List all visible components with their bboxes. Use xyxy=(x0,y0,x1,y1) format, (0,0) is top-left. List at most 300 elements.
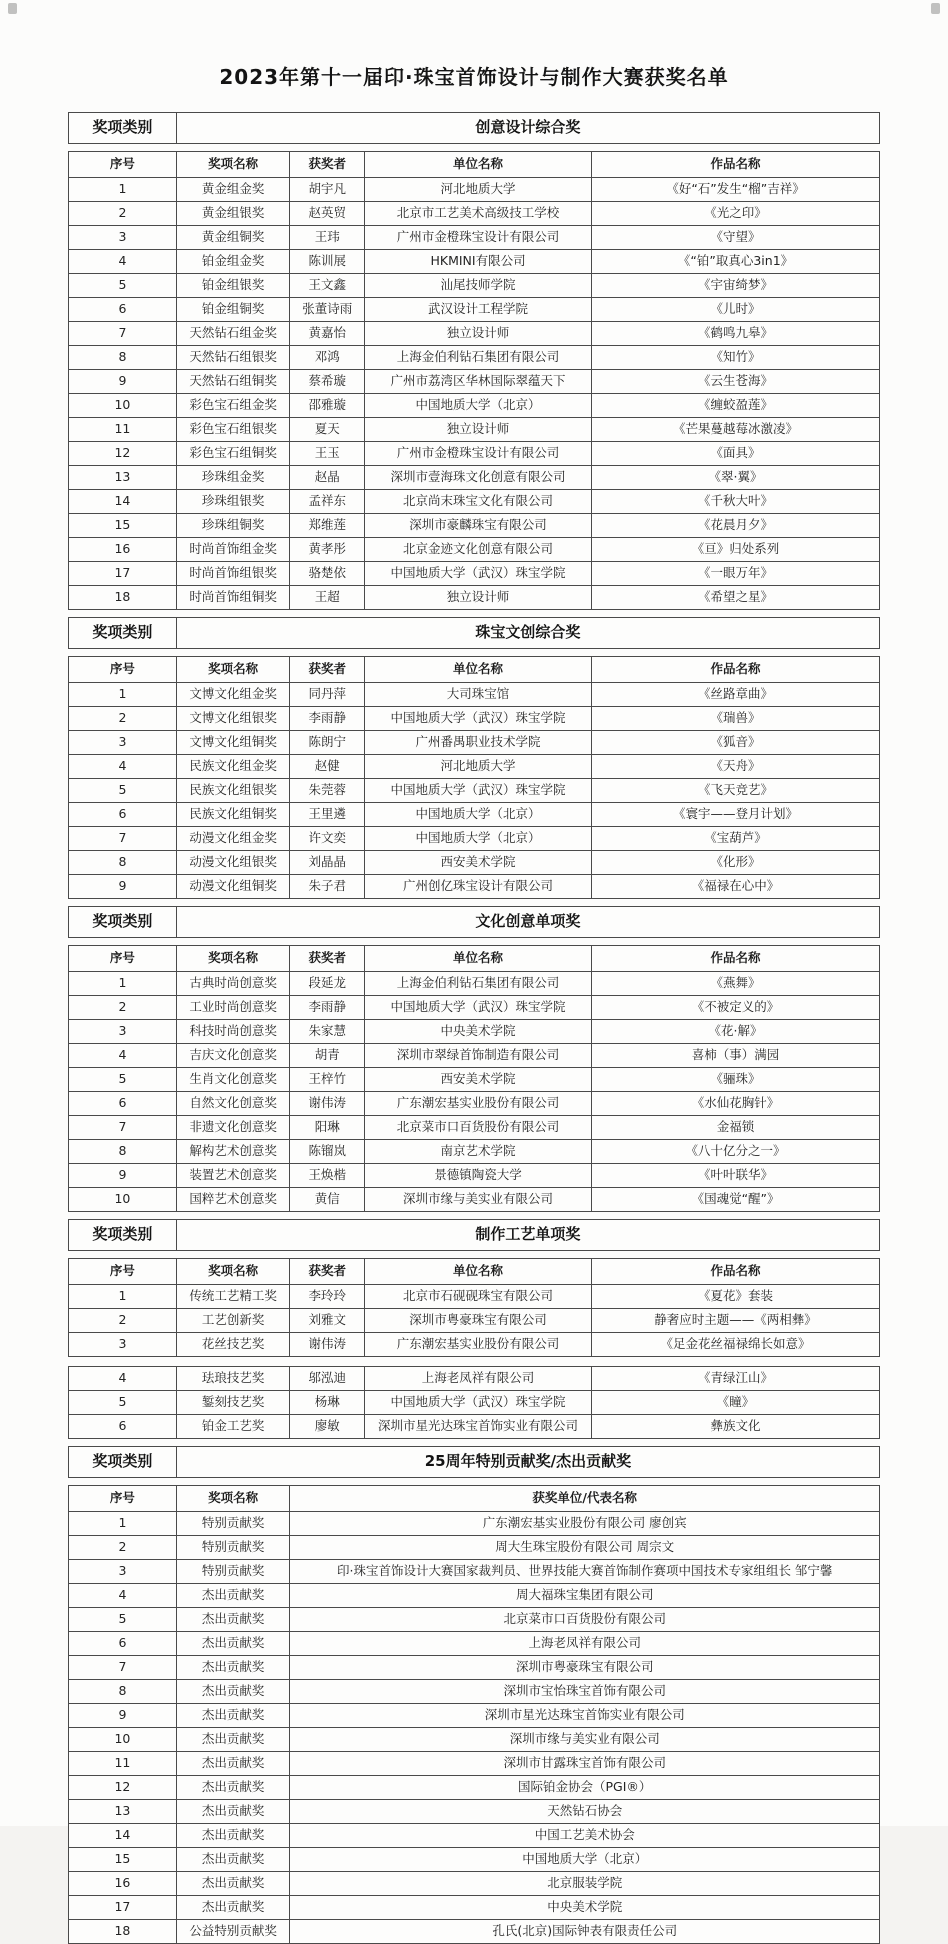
table-cell: 深圳市翠绿首饰制造有限公司 xyxy=(365,1044,592,1068)
table-row xyxy=(69,827,880,851)
table-cell: 《知竹》 xyxy=(592,346,880,370)
column-header: 奖项名称 xyxy=(176,946,290,972)
table-cell: 北京市工艺美术高级技工学校 xyxy=(365,202,592,226)
table-cell: 《骊珠》 xyxy=(592,1068,880,1092)
table-row xyxy=(69,1092,880,1116)
table-cell: 周大福珠宝集团有限公司 xyxy=(290,1584,880,1608)
category-value-cell: 创意设计综合奖 xyxy=(176,113,879,144)
table-cell: 印·珠宝首饰设计大赛国家裁判员、世界技能大赛首饰制作赛项中国技术专家组组长 邹宁馨 xyxy=(290,1560,880,1584)
table-cell: 文博文化组铜奖 xyxy=(176,731,290,755)
award-table xyxy=(68,656,880,899)
table-cell: 深圳市甘露珠宝首饰有限公司 xyxy=(290,1752,880,1776)
header-row xyxy=(69,1486,880,1512)
table-cell: 7 xyxy=(69,322,177,346)
table-row xyxy=(69,202,880,226)
table-cell: 王玮 xyxy=(290,226,365,250)
category-row-inner xyxy=(69,1220,880,1251)
table-cell: 1 xyxy=(69,178,177,202)
table-cell: 《好“石”发生“榴”吉祥》 xyxy=(592,178,880,202)
table-row xyxy=(69,1776,880,1800)
table-row xyxy=(69,1608,880,1632)
table-cell: 中国地质大学（武汉）珠宝学院 xyxy=(365,1391,592,1415)
table-cell: 12 xyxy=(69,1776,177,1800)
column-header: 序号 xyxy=(69,946,177,972)
header-row xyxy=(69,1259,880,1285)
table-cell: 《国魂觉“醒”》 xyxy=(592,1188,880,1212)
table-cell: 2 xyxy=(69,202,177,226)
table-row xyxy=(69,755,880,779)
column-header: 获奖单位/代表名称 xyxy=(290,1486,880,1512)
table-cell: 景德镇陶瓷大学 xyxy=(365,1164,592,1188)
table-cell: 1 xyxy=(69,1512,177,1536)
table-row xyxy=(69,1333,880,1357)
table-cell: 4 xyxy=(69,1584,177,1608)
table-cell: 广东潮宏基实业股份有限公司 xyxy=(365,1092,592,1116)
table-row xyxy=(69,731,880,755)
table-row xyxy=(69,1704,880,1728)
table-cell: 公益特别贡献奖 xyxy=(176,1920,290,1944)
table-cell: 静奢应时主题——《两相彝》 xyxy=(592,1309,880,1333)
column-header: 作品名称 xyxy=(592,152,880,178)
table-cell: 文博文化组银奖 xyxy=(176,707,290,731)
scan-artifact-right xyxy=(931,3,940,14)
table-cell: 深圳市缘与美实业有限公司 xyxy=(365,1188,592,1212)
table-cell: 5 xyxy=(69,1608,177,1632)
table-cell: 朱莞蓉 xyxy=(290,779,365,803)
table-cell: 《狐音》 xyxy=(592,731,880,755)
table-cell: 喜柿（事）满园 xyxy=(592,1044,880,1068)
table-cell: 广州番禺职业技术学院 xyxy=(365,731,592,755)
table-cell: 7 xyxy=(69,1116,177,1140)
table-cell: 刘雅文 xyxy=(290,1309,365,1333)
category-row xyxy=(68,906,880,938)
table-cell: 邵雅璇 xyxy=(290,394,365,418)
table-row xyxy=(69,803,880,827)
table-cell: 《福禄在心中》 xyxy=(592,875,880,899)
table-cell: 北京金迹文化创意有限公司 xyxy=(365,538,592,562)
table-cell: 上海金伯利钻石集团有限公司 xyxy=(365,346,592,370)
scan-artifact-left xyxy=(8,3,17,14)
table-cell: 动漫文化组银奖 xyxy=(176,851,290,875)
category-row-inner xyxy=(69,1447,880,1478)
award-table xyxy=(68,151,880,610)
table-cell: 民族文化组金奖 xyxy=(176,755,290,779)
award-table xyxy=(68,1366,880,1439)
table-cell: 朱子君 xyxy=(290,875,365,899)
table-row xyxy=(69,226,880,250)
table-cell: 邬泓迪 xyxy=(290,1367,365,1391)
table-cell: 9 xyxy=(69,1704,177,1728)
table-cell: 杰出贡献奖 xyxy=(176,1848,290,1872)
table-cell: 王焕楷 xyxy=(290,1164,365,1188)
table-row xyxy=(69,1020,880,1044)
table-cell: 汕尾技师学院 xyxy=(365,274,592,298)
table-cell: 3 xyxy=(69,226,177,250)
table-cell: 5 xyxy=(69,1068,177,1092)
table-cell: 广州市金橙珠宝设计有限公司 xyxy=(365,226,592,250)
table-cell: 杰出贡献奖 xyxy=(176,1896,290,1920)
table-cell: 中央美术学院 xyxy=(365,1020,592,1044)
table-cell: 动漫文化组铜奖 xyxy=(176,875,290,899)
table-cell: 8 xyxy=(69,346,177,370)
table-cell: 《天舟》 xyxy=(592,755,880,779)
table-cell: 《八十亿分之一》 xyxy=(592,1140,880,1164)
table-row xyxy=(69,1140,880,1164)
column-header: 获奖者 xyxy=(290,946,365,972)
table-cell: 杰出贡献奖 xyxy=(176,1872,290,1896)
table-cell: 《宇宙绮梦》 xyxy=(592,274,880,298)
table-row xyxy=(69,1116,880,1140)
table-row xyxy=(69,1044,880,1068)
column-header: 序号 xyxy=(69,1486,177,1512)
table-cell: 赵晶 xyxy=(290,466,365,490)
table-row xyxy=(69,394,880,418)
table-row xyxy=(69,779,880,803)
table-cell: 陈朗宁 xyxy=(290,731,365,755)
table-row xyxy=(69,442,880,466)
table-row xyxy=(69,1536,880,1560)
table-cell: 黄嘉怡 xyxy=(290,322,365,346)
table-cell: 彩色宝石组银奖 xyxy=(176,418,290,442)
table-cell: 上海老凤祥有限公司 xyxy=(290,1632,880,1656)
table-row xyxy=(69,490,880,514)
table-cell: 14 xyxy=(69,490,177,514)
table-cell: 1 xyxy=(69,683,177,707)
table-cell: 4 xyxy=(69,755,177,779)
table-cell: 王梓竹 xyxy=(290,1068,365,1092)
category-row xyxy=(68,617,880,649)
table-cell: 广州创亿珠宝设计有限公司 xyxy=(365,875,592,899)
table-cell: 孔氏(北京)国际钟表有限责任公司 xyxy=(290,1920,880,1944)
table-cell: 上海老凤祥有限公司 xyxy=(365,1367,592,1391)
table-cell: 工业时尚创意奖 xyxy=(176,996,290,1020)
table-row xyxy=(69,1188,880,1212)
table-cell: 《希望之星》 xyxy=(592,586,880,610)
table-cell: 6 xyxy=(69,803,177,827)
table-row xyxy=(69,274,880,298)
table-cell: 国际铂金协会（PGI®） xyxy=(290,1776,880,1800)
table-cell: 时尚首饰组铜奖 xyxy=(176,586,290,610)
table-cell: 骆楚依 xyxy=(290,562,365,586)
column-header: 序号 xyxy=(69,152,177,178)
table-cell: 杰出贡献奖 xyxy=(176,1776,290,1800)
table-cell: 生肖文化创意奖 xyxy=(176,1068,290,1092)
table-row xyxy=(69,1824,880,1848)
table-cell: 5 xyxy=(69,1391,177,1415)
table-cell: 朱家慧 xyxy=(290,1020,365,1044)
table-cell: 彩色宝石组金奖 xyxy=(176,394,290,418)
table-row xyxy=(69,1848,880,1872)
table-cell: 《宝葫芦》 xyxy=(592,827,880,851)
table-cell: 《“铂”取真心3in1》 xyxy=(592,250,880,274)
table-cell: 5 xyxy=(69,274,177,298)
table-cell: 黄金组铜奖 xyxy=(176,226,290,250)
table-cell: 时尚首饰组银奖 xyxy=(176,562,290,586)
table-cell: 《燕舞》 xyxy=(592,972,880,996)
table-cell: 中央美术学院 xyxy=(290,1896,880,1920)
table-cell: 自然文化创意奖 xyxy=(176,1092,290,1116)
table-cell: 3 xyxy=(69,1020,177,1044)
table-cell: 深圳市豪麟珠宝有限公司 xyxy=(365,514,592,538)
table-row xyxy=(69,562,880,586)
table-row xyxy=(69,346,880,370)
table-cell: 10 xyxy=(69,394,177,418)
table-cell: 珍珠组铜奖 xyxy=(176,514,290,538)
table-cell: 广州市荔湾区华林国际翠蕴天下 xyxy=(365,370,592,394)
table-cell: 铂金组铜奖 xyxy=(176,298,290,322)
table-cell: 金福锁 xyxy=(592,1116,880,1140)
table-cell: 民族文化组银奖 xyxy=(176,779,290,803)
table-row xyxy=(69,1285,880,1309)
table-cell: 民族文化组铜奖 xyxy=(176,803,290,827)
table-cell: 河北地质大学 xyxy=(365,755,592,779)
table-cell: 17 xyxy=(69,562,177,586)
table-cell: 2 xyxy=(69,1309,177,1333)
table-cell: 13 xyxy=(69,466,177,490)
table-cell: 《翠·翼》 xyxy=(592,466,880,490)
table-cell: 《鹤鸣九皋》 xyxy=(592,322,880,346)
table-cell: 11 xyxy=(69,418,177,442)
table-cell: 11 xyxy=(69,1752,177,1776)
table-cell: 武汉设计工程学院 xyxy=(365,298,592,322)
table-cell: 花丝技艺奖 xyxy=(176,1333,290,1357)
category-row-inner xyxy=(69,907,880,938)
table-cell: 中国地质大学（武汉）珠宝学院 xyxy=(365,779,592,803)
table-cell: 深圳市壹海珠文化创意有限公司 xyxy=(365,466,592,490)
table-cell: 《青绿江山》 xyxy=(592,1367,880,1391)
table-cell: 3 xyxy=(69,1560,177,1584)
table-cell: 阳琳 xyxy=(290,1116,365,1140)
table-cell: 广东潮宏基实业股份有限公司 xyxy=(365,1333,592,1357)
header-row xyxy=(69,946,880,972)
table-cell: 郑维莲 xyxy=(290,514,365,538)
table-cell: 传统工艺精工奖 xyxy=(176,1285,290,1309)
category-label-cell: 奖项类别 xyxy=(69,113,177,144)
table-row xyxy=(69,514,880,538)
table-cell: 15 xyxy=(69,1848,177,1872)
table-cell: 4 xyxy=(69,1044,177,1068)
table-row xyxy=(69,1920,880,1944)
table-row xyxy=(69,996,880,1020)
table-row xyxy=(69,972,880,996)
table-row xyxy=(69,1728,880,1752)
table-cell: 《儿时》 xyxy=(592,298,880,322)
category-row xyxy=(68,1219,880,1251)
table-row xyxy=(69,586,880,610)
table-cell: 科技时尚创意奖 xyxy=(176,1020,290,1044)
table-row xyxy=(69,875,880,899)
table-cell: 王玉 xyxy=(290,442,365,466)
table-cell: 工艺创新奖 xyxy=(176,1309,290,1333)
table-cell: 北京尚末珠宝文化有限公司 xyxy=(365,490,592,514)
table-cell: 周大生珠宝股份有限公司 周宗文 xyxy=(290,1536,880,1560)
table-cell: 錾刻技艺奖 xyxy=(176,1391,290,1415)
table-cell: 《水仙花胸针》 xyxy=(592,1092,880,1116)
table-cell: 夏天 xyxy=(290,418,365,442)
table-cell: 北京服装学院 xyxy=(290,1872,880,1896)
table-cell: 深圳市星光达珠宝首饰实业有限公司 xyxy=(290,1704,880,1728)
table-cell: 12 xyxy=(69,442,177,466)
table-row xyxy=(69,683,880,707)
table-cell: 杰出贡献奖 xyxy=(176,1800,290,1824)
table-cell: 珍珠组银奖 xyxy=(176,490,290,514)
table-row xyxy=(69,707,880,731)
table-cell: 中国工艺美术协会 xyxy=(290,1824,880,1848)
table-row xyxy=(69,1632,880,1656)
table-cell: 李玲玲 xyxy=(290,1285,365,1309)
table-cell: 8 xyxy=(69,1680,177,1704)
table-cell: 珍珠组金奖 xyxy=(176,466,290,490)
table-cell: 杰出贡献奖 xyxy=(176,1608,290,1632)
table-cell: 《面具》 xyxy=(592,442,880,466)
category-label-cell: 奖项类别 xyxy=(69,907,177,938)
table-cell: 3 xyxy=(69,1333,177,1357)
table-cell: 8 xyxy=(69,1140,177,1164)
table-cell: 赵英贸 xyxy=(290,202,365,226)
table-cell: 王文鑫 xyxy=(290,274,365,298)
award-table xyxy=(68,945,880,1212)
table-cell: 独立设计师 xyxy=(365,322,592,346)
table-cell: 《花·解》 xyxy=(592,1020,880,1044)
table-cell: 王超 xyxy=(290,586,365,610)
table-row xyxy=(69,1752,880,1776)
table-cell: 黄信 xyxy=(290,1188,365,1212)
table-cell: 天然钻石组金奖 xyxy=(176,322,290,346)
table-cell: 18 xyxy=(69,1920,177,1944)
table-cell: 天然钻石组铜奖 xyxy=(176,370,290,394)
table-cell: 北京市石砚砚珠宝有限公司 xyxy=(365,1285,592,1309)
table-cell: 段延龙 xyxy=(290,972,365,996)
table-cell: 杰出贡献奖 xyxy=(176,1824,290,1848)
column-header: 作品名称 xyxy=(592,657,880,683)
table-cell: 1 xyxy=(69,972,177,996)
table-cell: 中国地质大学（北京） xyxy=(365,394,592,418)
table-cell: 珐琅技艺奖 xyxy=(176,1367,290,1391)
table-cell: 16 xyxy=(69,538,177,562)
table-cell: 赵健 xyxy=(290,755,365,779)
table-cell: 中国地质大学（北京） xyxy=(290,1848,880,1872)
table-cell: 独立设计师 xyxy=(365,418,592,442)
category-value-cell: 珠宝文创综合奖 xyxy=(176,618,879,649)
table-row xyxy=(69,1584,880,1608)
table-row xyxy=(69,1367,880,1391)
table-cell: 《夏花》套装 xyxy=(592,1285,880,1309)
table-cell: 2 xyxy=(69,996,177,1020)
table-cell: 《一眼万年》 xyxy=(592,562,880,586)
table-cell: 深圳市宝怡珠宝首饰有限公司 xyxy=(290,1680,880,1704)
table-cell: 《叶叶联华》 xyxy=(592,1164,880,1188)
table-cell: 解构艺术创意奖 xyxy=(176,1140,290,1164)
table-cell: 6 xyxy=(69,1092,177,1116)
table-cell: 王里遴 xyxy=(290,803,365,827)
column-header: 单位名称 xyxy=(365,1259,592,1285)
column-header: 序号 xyxy=(69,657,177,683)
table-row xyxy=(69,1068,880,1092)
column-header: 获奖者 xyxy=(290,1259,365,1285)
table-cell: 独立设计师 xyxy=(365,586,592,610)
table-cell: 《飞天竞艺》 xyxy=(592,779,880,803)
table-cell: 蔡希璇 xyxy=(290,370,365,394)
table-cell: 2 xyxy=(69,1536,177,1560)
table-cell: 《守望》 xyxy=(592,226,880,250)
table-cell: 中国地质大学（北京） xyxy=(365,803,592,827)
table-cell: 许文奕 xyxy=(290,827,365,851)
table-row xyxy=(69,1896,880,1920)
award-table xyxy=(68,1258,880,1357)
sections-container xyxy=(68,112,880,1944)
page-title: 2023年第十一届印·珠宝首饰设计与制作大赛获奖名单 xyxy=(219,65,729,89)
table-row xyxy=(69,851,880,875)
table-cell: 胡青 xyxy=(290,1044,365,1068)
table-cell: 国粹艺术创意奖 xyxy=(176,1188,290,1212)
table-cell: 7 xyxy=(69,827,177,851)
table-cell: 北京菜市口百货股份有限公司 xyxy=(365,1116,592,1140)
table-cell: 陈训展 xyxy=(290,250,365,274)
table-row xyxy=(69,370,880,394)
table-cell: 李雨静 xyxy=(290,707,365,731)
category-value-cell: 文化创意单项奖 xyxy=(176,907,879,938)
table-cell: 15 xyxy=(69,514,177,538)
table-cell: 杰出贡献奖 xyxy=(176,1752,290,1776)
table-cell: 黄孝彤 xyxy=(290,538,365,562)
table-cell: 中国地质大学（武汉）珠宝学院 xyxy=(365,707,592,731)
table-row xyxy=(69,538,880,562)
column-header: 作品名称 xyxy=(592,946,880,972)
table-cell: 天然钻石协会 xyxy=(290,1800,880,1824)
table-cell: 《化形》 xyxy=(592,851,880,875)
header-row xyxy=(69,657,880,683)
table-row xyxy=(69,1391,880,1415)
table-cell: 《缠蛟盈莲》 xyxy=(592,394,880,418)
table-cell: 广州市金橙珠宝设计有限公司 xyxy=(365,442,592,466)
column-header: 序号 xyxy=(69,1259,177,1285)
table-cell: 铂金组银奖 xyxy=(176,274,290,298)
category-value-cell: 25周年特别贡献奖/杰出贡献奖 xyxy=(176,1447,879,1478)
table-row xyxy=(69,1800,880,1824)
table-cell: 9 xyxy=(69,370,177,394)
table-row xyxy=(69,466,880,490)
table-cell: 刘晶晶 xyxy=(290,851,365,875)
column-header: 奖项名称 xyxy=(176,657,290,683)
category-label-cell: 奖项类别 xyxy=(69,618,177,649)
table-cell: 同丹萍 xyxy=(290,683,365,707)
table-cell: 杰出贡献奖 xyxy=(176,1728,290,1752)
table-cell: 孟祥东 xyxy=(290,490,365,514)
table-cell: 《千秋大叶》 xyxy=(592,490,880,514)
table-cell: 8 xyxy=(69,851,177,875)
table-cell: 邓鸿 xyxy=(290,346,365,370)
table-row xyxy=(69,298,880,322)
table-cell: 彝族文化 xyxy=(592,1415,880,1439)
table-cell: 深圳市星光达珠宝首饰实业有限公司 xyxy=(365,1415,592,1439)
table-row xyxy=(69,418,880,442)
table-cell: 非遗文化创意奖 xyxy=(176,1116,290,1140)
category-label-cell: 奖项类别 xyxy=(69,1220,177,1251)
table-row xyxy=(69,250,880,274)
table-cell: 《足金花丝福禄绵长如意》 xyxy=(592,1333,880,1357)
table-row xyxy=(69,1309,880,1333)
table-cell: 深圳市粤豪珠宝有限公司 xyxy=(365,1309,592,1333)
table-cell: 谢伟涛 xyxy=(290,1333,365,1357)
table-row xyxy=(69,1680,880,1704)
table-cell: 杰出贡献奖 xyxy=(176,1704,290,1728)
table-row xyxy=(69,322,880,346)
table-cell: 杰出贡献奖 xyxy=(176,1632,290,1656)
table-row xyxy=(69,1560,880,1584)
table-cell: 17 xyxy=(69,1896,177,1920)
header-row xyxy=(69,152,880,178)
column-header: 单位名称 xyxy=(365,946,592,972)
